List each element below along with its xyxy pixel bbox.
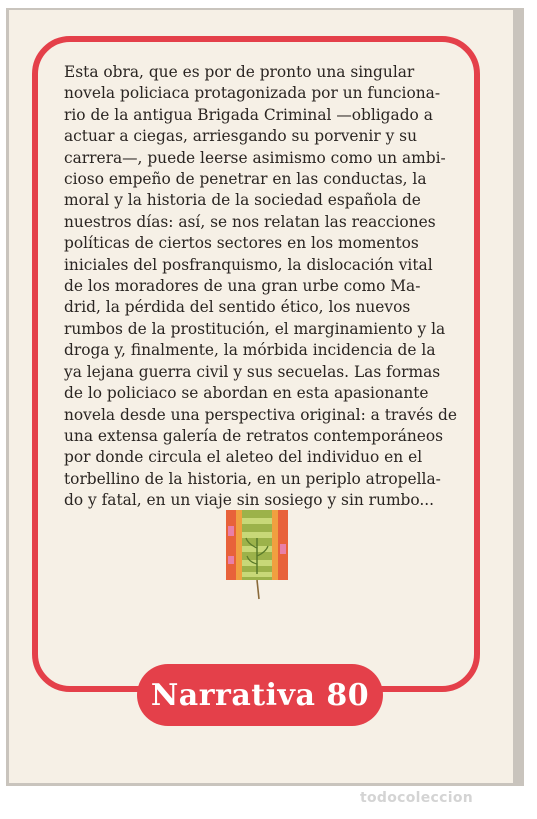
synopsis-line: moral y la historia de la sociedad española de — [64, 191, 421, 210]
synopsis-line: iniciales del posfranquismo, la dislocación vital — [64, 255, 433, 274]
todocoleccion-watermark: todocoleccion — [360, 790, 474, 806]
synopsis-line: de lo policiaco se abordan en esta apasionante — [64, 384, 429, 403]
synopsis-line: rio de la antigua Brigada Criminal —obligado a — [64, 105, 433, 124]
striped-badge-pin-emblem-icon — [220, 508, 294, 600]
synopsis-line: Esta obra, que es por de pronto una singular — [64, 63, 415, 81]
synopsis-line: ya lejana guerra civil y sus secuelas. Las formas — [64, 362, 441, 381]
synopsis-line: políticas de ciertos sectores en los momentos — [64, 234, 419, 253]
synopsis-line: do y fatal, en un viaje sin sosiego y sin rumbo... — [64, 491, 435, 510]
synopsis-line: torbellino de la historia, en un periplo atropella- — [64, 469, 441, 488]
synopsis-line: por donde circula el aleteo del individuo en el — [64, 448, 423, 467]
synopsis-line: drid, la pérdida del sentido ético, los nuevos — [64, 298, 411, 317]
synopsis-line: una extensa galería de retratos contemporáneos — [64, 426, 444, 445]
synopsis-line: rumbos de la prostitución, el marginamiento y la — [64, 319, 446, 338]
synopsis-line: novela desde una perspectiva original: a través de — [64, 405, 457, 424]
synopsis-text — [64, 62, 457, 512]
synopsis-line: carrera—, puede leerse asimismo como un ambi- — [64, 148, 446, 167]
synopsis-line: droga y, finalmente, la mórbida incidencia de la — [64, 341, 436, 360]
synopsis-line: nuestros días: así, se nos relatan las reacciones — [64, 212, 436, 231]
synopsis-line: actuar a ciegas, arriesgando su porvenir y su — [64, 127, 417, 146]
synopsis-line: cioso empeño de penetrar en las conductas, la — [64, 170, 427, 189]
synopsis-line: novela policiaca protagonizada por un funciona- — [64, 84, 441, 103]
synopsis-line: de los moradores de una gran urbe como Ma- — [64, 277, 421, 296]
narrativa-80-logo — [137, 664, 383, 726]
brand-label: Narrativa 80 — [150, 677, 370, 713]
